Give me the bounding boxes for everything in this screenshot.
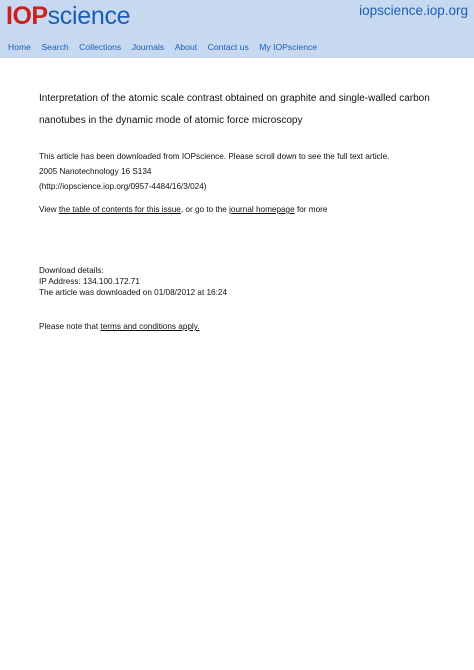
download-notice: This article has been downloaded from IOPscience. Please scroll down to see the full text article. (39, 152, 390, 161)
site-header (0, 0, 474, 58)
nav-item-contact-us[interactable]: Contact us (207, 42, 249, 52)
nav-item-collections[interactable]: Collections (79, 42, 122, 52)
downloaded-at: The article was downloaded on 01/08/2012 at 16:24 (39, 288, 227, 297)
article-title-line-1: Interpretation of the atomic scale contrast obtained on graphite and single-walled carbon (39, 93, 430, 104)
download-details (39, 266, 459, 299)
table-of-contents-link[interactable]: the table of contents for this issue (58, 205, 181, 214)
view-middle: , or go to the (180, 205, 230, 214)
iopscience-logo[interactable] (6, 2, 130, 32)
nav-item-home[interactable]: Home (8, 42, 31, 52)
article-citation: 2005 Nanotechnology 16 S134 (39, 167, 152, 176)
ip-address: IP Address: 134.100.172.71 (39, 277, 140, 286)
article-title-line-2: nanotubes in the dynamic mode of atomic force microscopy (39, 115, 303, 126)
terms-and-conditions-link[interactable]: terms and conditions apply. (100, 322, 200, 331)
view-links (39, 205, 459, 220)
site-url-link[interactable]: iopscience.iop.org (359, 3, 468, 18)
view-prefix: View (39, 205, 59, 214)
download-details-heading: Download details: (39, 266, 104, 275)
logo-iop-text: IOP (6, 2, 48, 30)
terms-prefix: Please note that (39, 322, 101, 331)
article-doi-url: (http://iopscience.iop.org/0957-4484/16/3/024) (39, 182, 207, 191)
view-suffix: for more (294, 205, 328, 214)
article-title (39, 88, 439, 132)
nav-item-search[interactable]: Search (41, 42, 69, 52)
journal-homepage-link[interactable]: journal homepage (229, 205, 295, 214)
nav-item-my-iopscience[interactable]: My IOPscience (259, 42, 318, 52)
logo-science-text: science (47, 2, 131, 30)
nav-item-journals[interactable]: Journals (131, 42, 165, 52)
terms-line (39, 322, 459, 337)
terms-notice (39, 322, 459, 337)
nav-item-about[interactable]: About (174, 42, 198, 52)
main-nav (8, 42, 328, 52)
article-info (39, 152, 459, 197)
view-links-line (39, 205, 459, 220)
